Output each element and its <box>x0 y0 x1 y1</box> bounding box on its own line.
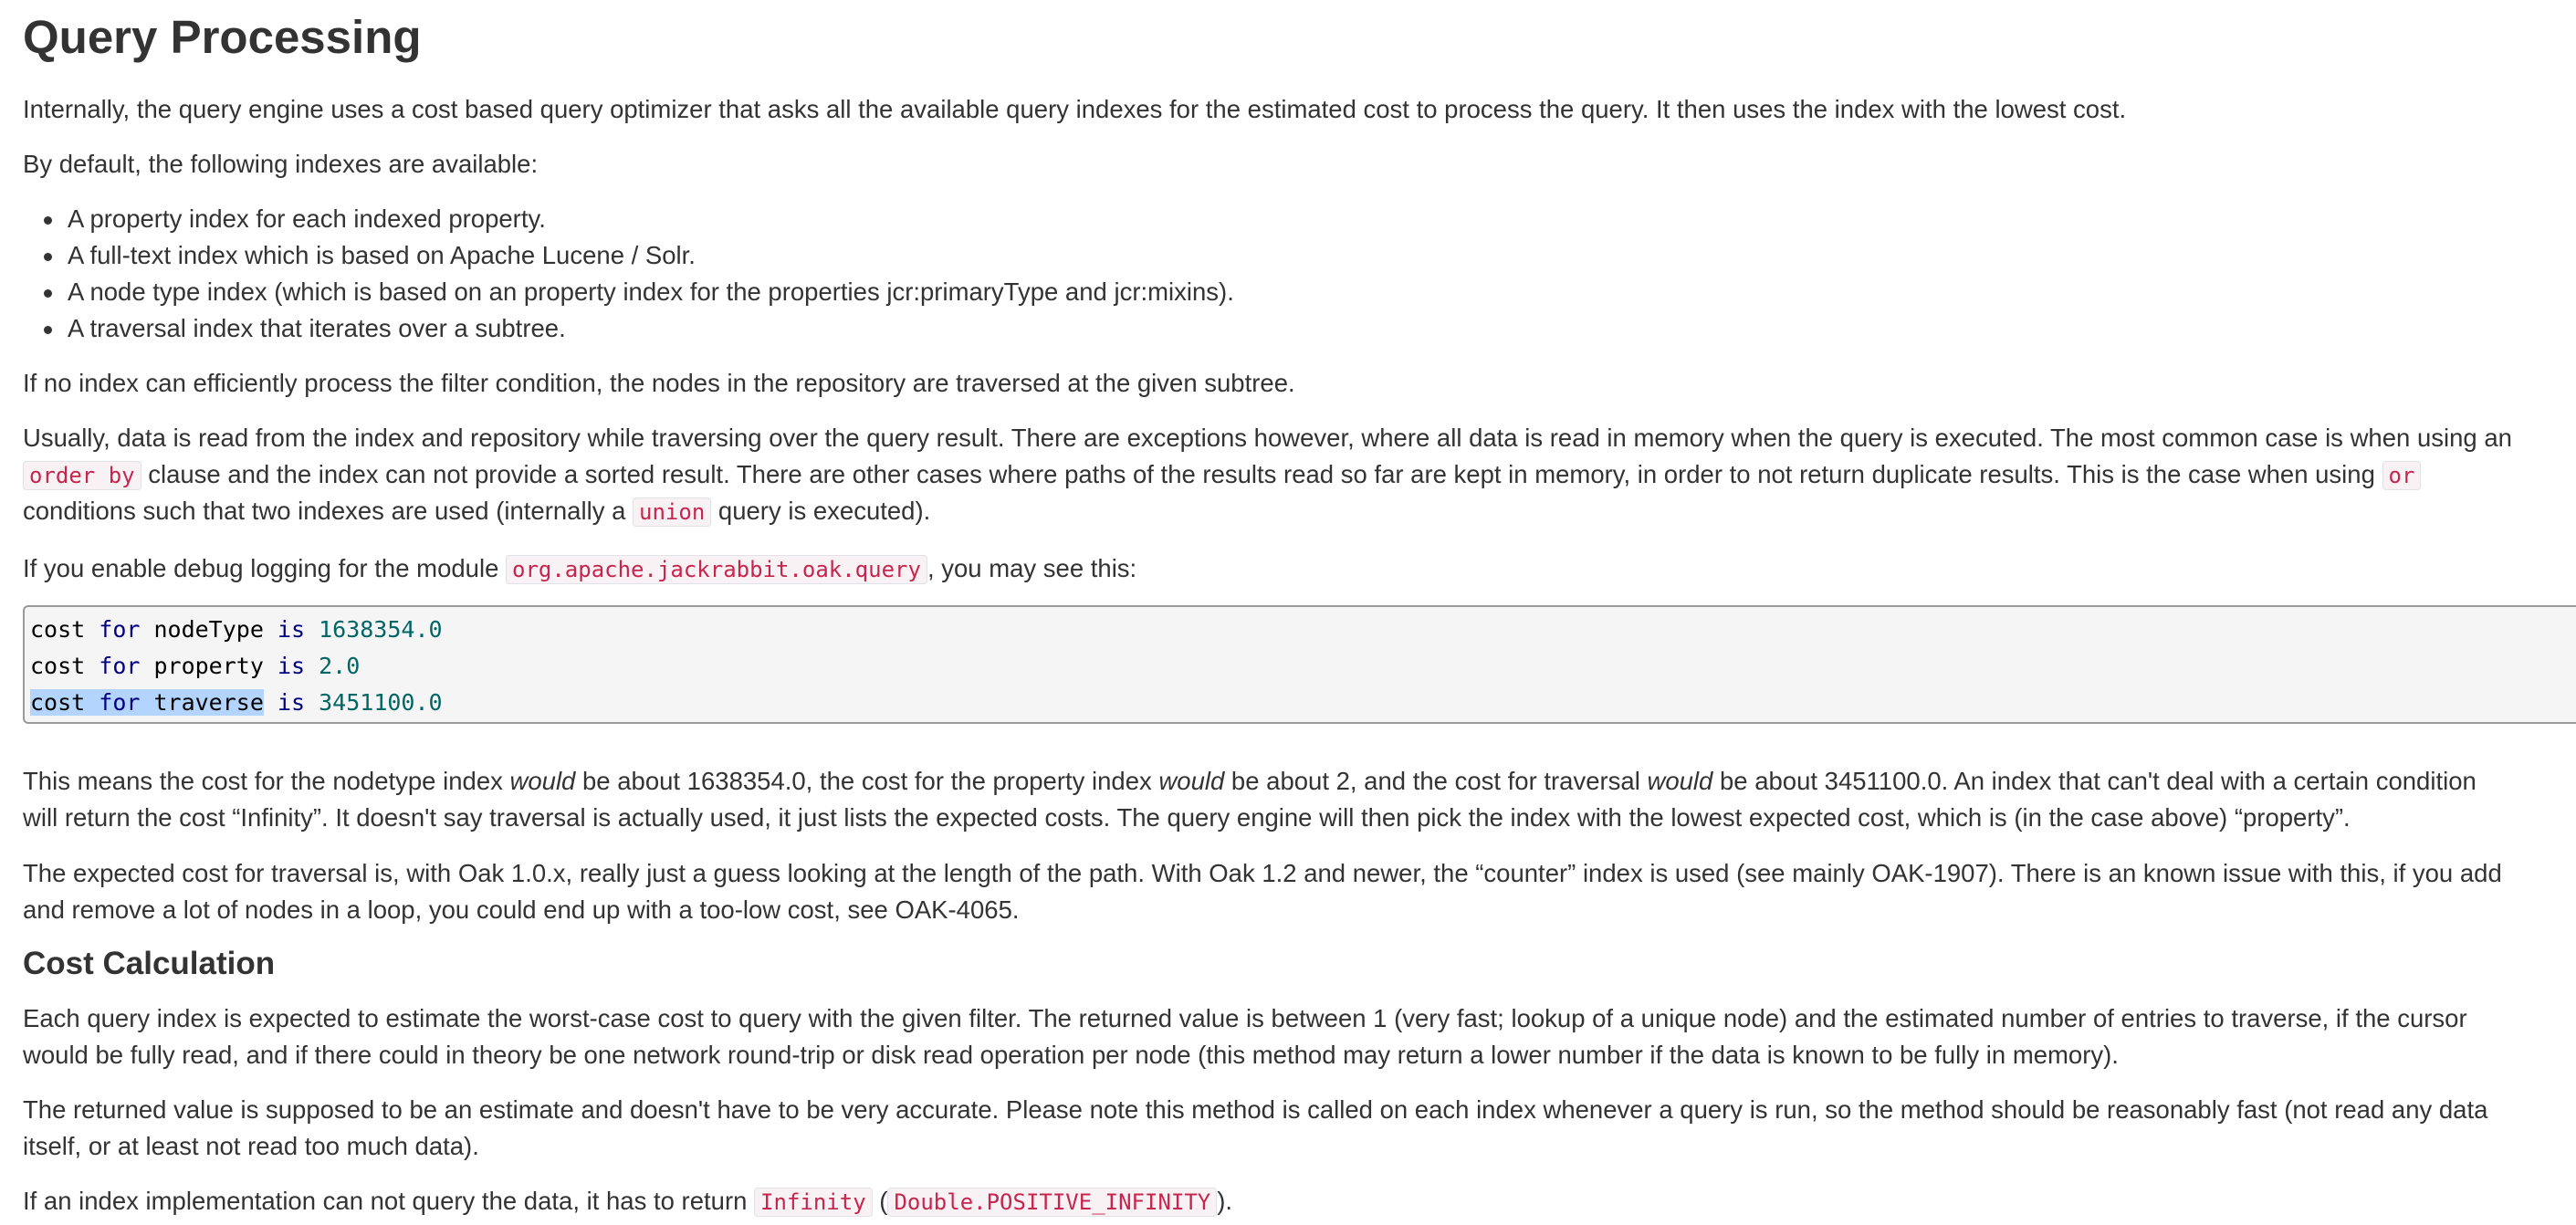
list-item: A traversal index that iterates over a subtree. <box>23 310 1234 347</box>
inline-code: or <box>2382 461 2422 490</box>
page-title: Query Processing <box>23 11 422 63</box>
list-item: A property index for each indexed property. <box>23 201 1234 237</box>
bullet-icon <box>44 216 52 225</box>
bullet-icon <box>44 289 52 298</box>
returned-value-paragraph: The returned value is supposed to be an estimate and doesn't have to be very accurate. Please note this method is called on each index whenever a query is run, so the method should be reasonably fast (not read any data itself, or at least not read too much data). <box>23 1095 2488 1160</box>
inline-code: Double.POSITIVE_INFINITY <box>887 1188 1217 1217</box>
list-item: A full-text index which is based on Apache Lucene / Solr. <box>23 237 1234 274</box>
code-block[interactable] <box>23 605 2576 724</box>
inline-code: order by <box>23 461 141 490</box>
no-index-paragraph: If no index can efficiently process the filter condition, the nodes in the repository are traversed at the given subtree. <box>23 369 1295 397</box>
index-list <box>23 201 1234 347</box>
debug-paragraph: If you enable debug logging for the module org.apache.jackrabbit.oak.query , you may see this: <box>23 554 1137 582</box>
infinity-paragraph: If an index implementation can not query the data, it has to return Infinity ( Double.POSITIVE_INFINITY ). <box>23 1187 1233 1215</box>
list-item: A node type index (which is based on an property index for the properties jcr:primaryType and jcr:mixins). <box>23 274 1234 310</box>
default-indexes-intro: By default, the following indexes are available: <box>23 150 539 178</box>
each-index-paragraph: Each query index is expected to estimate the worst-case cost to query with the given filter. The returned value is between 1 (very fast; lookup of a unique node) and the estimated number of entries to traverse, if the cursor would be fully read, and if there could in theory be one network round-trip or disk read operation per node (this method may return a lower number if the data is known to be fully in memory). <box>23 1004 2467 1069</box>
bullet-icon <box>44 253 52 261</box>
means-paragraph: This means the cost for the nodetype index would be about 1638354.0, the cost for the property index would be about 2, and the cost for traversal would be about 3451100.0. An index that can't deal with a certain condition will return the cost “Infinity”. It doesn't say traversal is actually used, it just lists the expected costs. The query engine will then pick the index with the lowest expected cost, which is (in the case above) “property”. <box>23 767 2477 832</box>
intro-paragraph: Internally, the query engine uses a cost based query optimizer that asks all the available query indexes for the estimated cost to process the query. It then uses the index with the lowest cost. <box>23 95 2127 123</box>
code-line: cost for traverse is 3451100.0 <box>30 689 443 716</box>
usually-paragraph: Usually, data is read from the index and repository while traversing over the query result. There are exceptions however, where all data is read in memory when the query is executed. The most common case is when using an order by clause and the index can not provide a sorted result. There are other cases where paths of the results read so far are kept in memory, in order to not return duplicate results. This is the case when using or conditions such that two indexes are used (internally a union query is executed). <box>23 424 2512 525</box>
code-line: cost for nodeType is 1638354.0 <box>30 616 443 643</box>
expected-cost-paragraph: The expected cost for traversal is, with Oak 1.0.x, really just a guess looking at the length of the path. With Oak 1.2 and newer, the “counter” index is used (see mainly OAK-1907). There is an known issue with this, if you add and remove a lot of nodes in a loop, you could end up with a too-low cost, see OAK-4065. <box>23 859 2502 924</box>
code-line: cost for property is 2.0 <box>30 653 361 679</box>
inline-code: Infinity <box>754 1188 873 1217</box>
text-selection: cost for traverse <box>30 689 264 716</box>
inline-code: union <box>633 497 711 527</box>
cost-calculation-heading: Cost Calculation <box>23 946 276 981</box>
bullet-icon <box>44 326 52 334</box>
inline-code: org.apache.jackrabbit.oak.query <box>506 555 927 584</box>
